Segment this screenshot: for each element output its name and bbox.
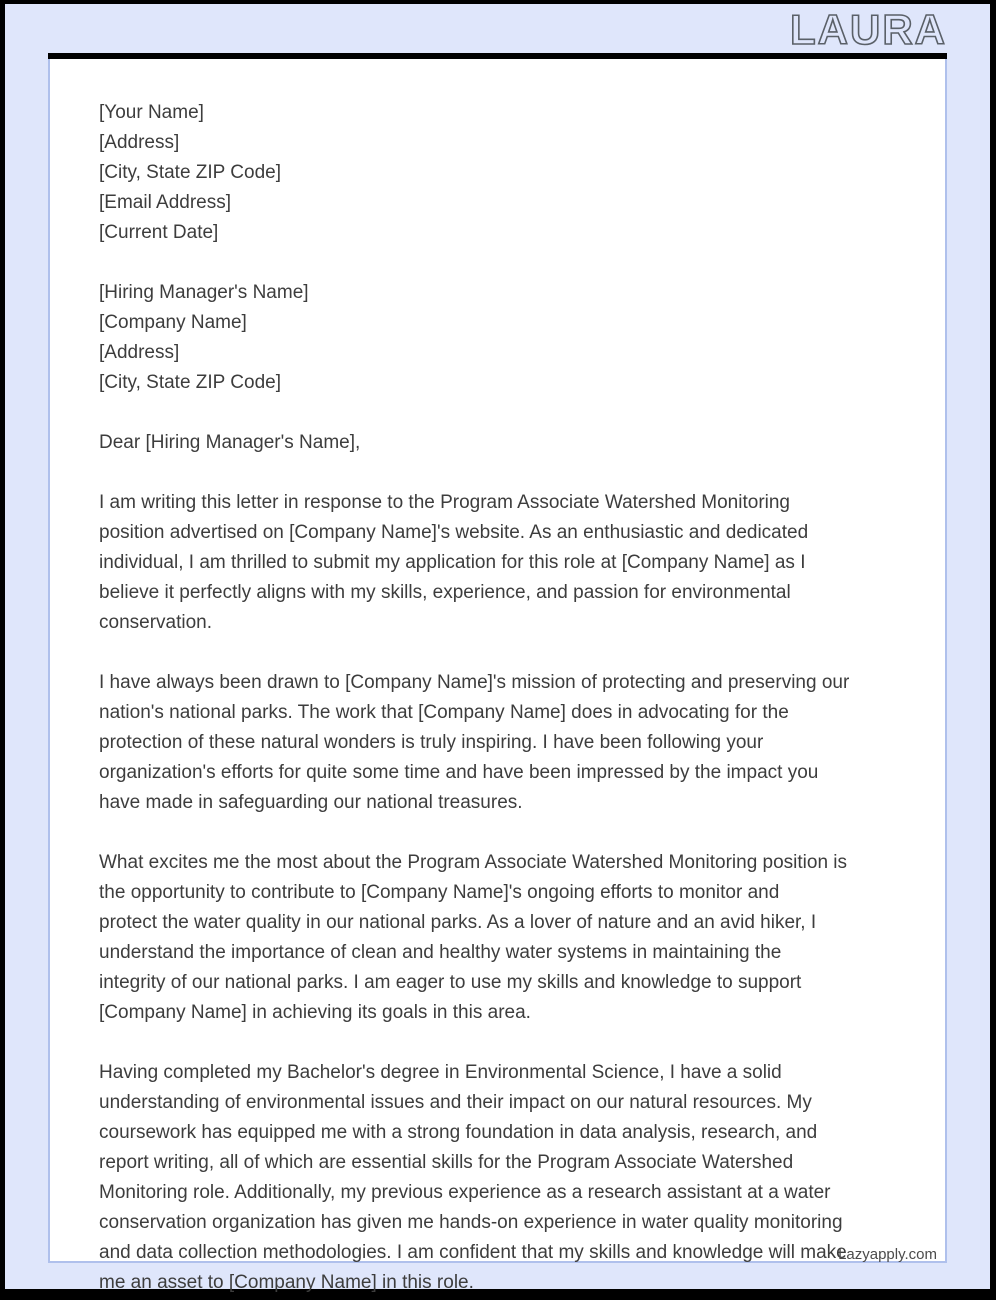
text-line: understanding of environmental issues and their impact on our natural resources. My — [99, 1092, 812, 1113]
text-line: I have always been drawn to [Company Name]'s mission of protecting and preserving our — [99, 672, 850, 693]
text-line: [City, State ZIP Code] — [99, 372, 281, 393]
text-line: [Your Name] — [99, 102, 204, 123]
salutation: Dear [Hiring Manager's Name], — [99, 432, 361, 453]
text-line: [Email Address] — [99, 192, 231, 213]
text-line: [Current Date] — [99, 222, 219, 243]
text-line: nation's national parks. The work that [Company Name] does in advocating for the — [99, 702, 789, 723]
watermark-link: Lazyapply.com — [838, 1246, 937, 1263]
text-line: protect the water quality in our national parks. As a lover of nature and an avid hiker, I — [99, 912, 817, 933]
text-line: [City, State ZIP Code] — [99, 162, 281, 183]
text-line: [Address] — [99, 342, 180, 363]
text-line: I am writing this letter in response to the Program Associate Watershed Monitoring — [99, 492, 790, 513]
text-line: individual, I am thrilled to submit my application for this role at [Company Name] as I — [99, 552, 806, 573]
text-line: the opportunity to contribute to [Company Name]'s ongoing efforts to monitor and — [99, 882, 780, 903]
text-line: conservation organization has given me hands-on experience in water quality monitoring — [99, 1212, 843, 1233]
text-line: [Hiring Manager's Name] — [99, 282, 309, 303]
text-line: have made in safeguarding our national treasures. — [99, 792, 523, 813]
text-line: What excites me the most about the Program Associate Watershed Monitoring position is — [99, 852, 848, 873]
sender-address-block — [99, 98, 911, 248]
text-line: and data collection methodologies. I am confident that my skills and knowledge will make — [99, 1242, 847, 1263]
paragraph-mission — [99, 668, 911, 818]
text-line: organization's efforts for quite some time and have been impressed by the impact you — [99, 762, 819, 783]
text-line: understand the importance of clean and healthy water systems in maintaining the — [99, 942, 782, 963]
text-line: protection of these natural wonders is truly inspiring. I have been following your — [99, 732, 764, 753]
text-line: coursework has equipped me with a strong foundation in data analysis, research, and — [99, 1122, 818, 1143]
paragraph-qualifications — [99, 1058, 911, 1298]
brand-logo: LAURA — [790, 6, 947, 53]
text-line: Having completed my Bachelor's degree in Environmental Science, I have a solid — [99, 1062, 782, 1083]
paragraph-excitement — [99, 848, 911, 1028]
text-line: [Address] — [99, 132, 180, 153]
text-line: [Company Name] in achieving its goals in this area. — [99, 1002, 531, 1023]
letter-body — [99, 98, 911, 1298]
text-line: integrity of our national parks. I am eager to use my skills and knowledge to support — [99, 972, 802, 993]
text-line: [Company Name] — [99, 312, 247, 333]
paragraph-intro — [99, 488, 911, 638]
text-line: position advertised on [Company Name]'s website. As an enthusiastic and dedicated — [99, 522, 809, 543]
text-line: Monitoring role. Additionally, my previous experience as a research assistant at a water — [99, 1182, 831, 1203]
text-line: conservation. — [99, 612, 213, 633]
text-line: report writing, all of which are essential skills for the Program Associate Watershed — [99, 1152, 794, 1173]
text-line: believe it perfectly aligns with my skills, experience, and passion for environmental — [99, 582, 791, 603]
recipient-address-block — [99, 278, 911, 398]
text-line: me an asset to [Company Name] in this role. — [99, 1272, 474, 1293]
